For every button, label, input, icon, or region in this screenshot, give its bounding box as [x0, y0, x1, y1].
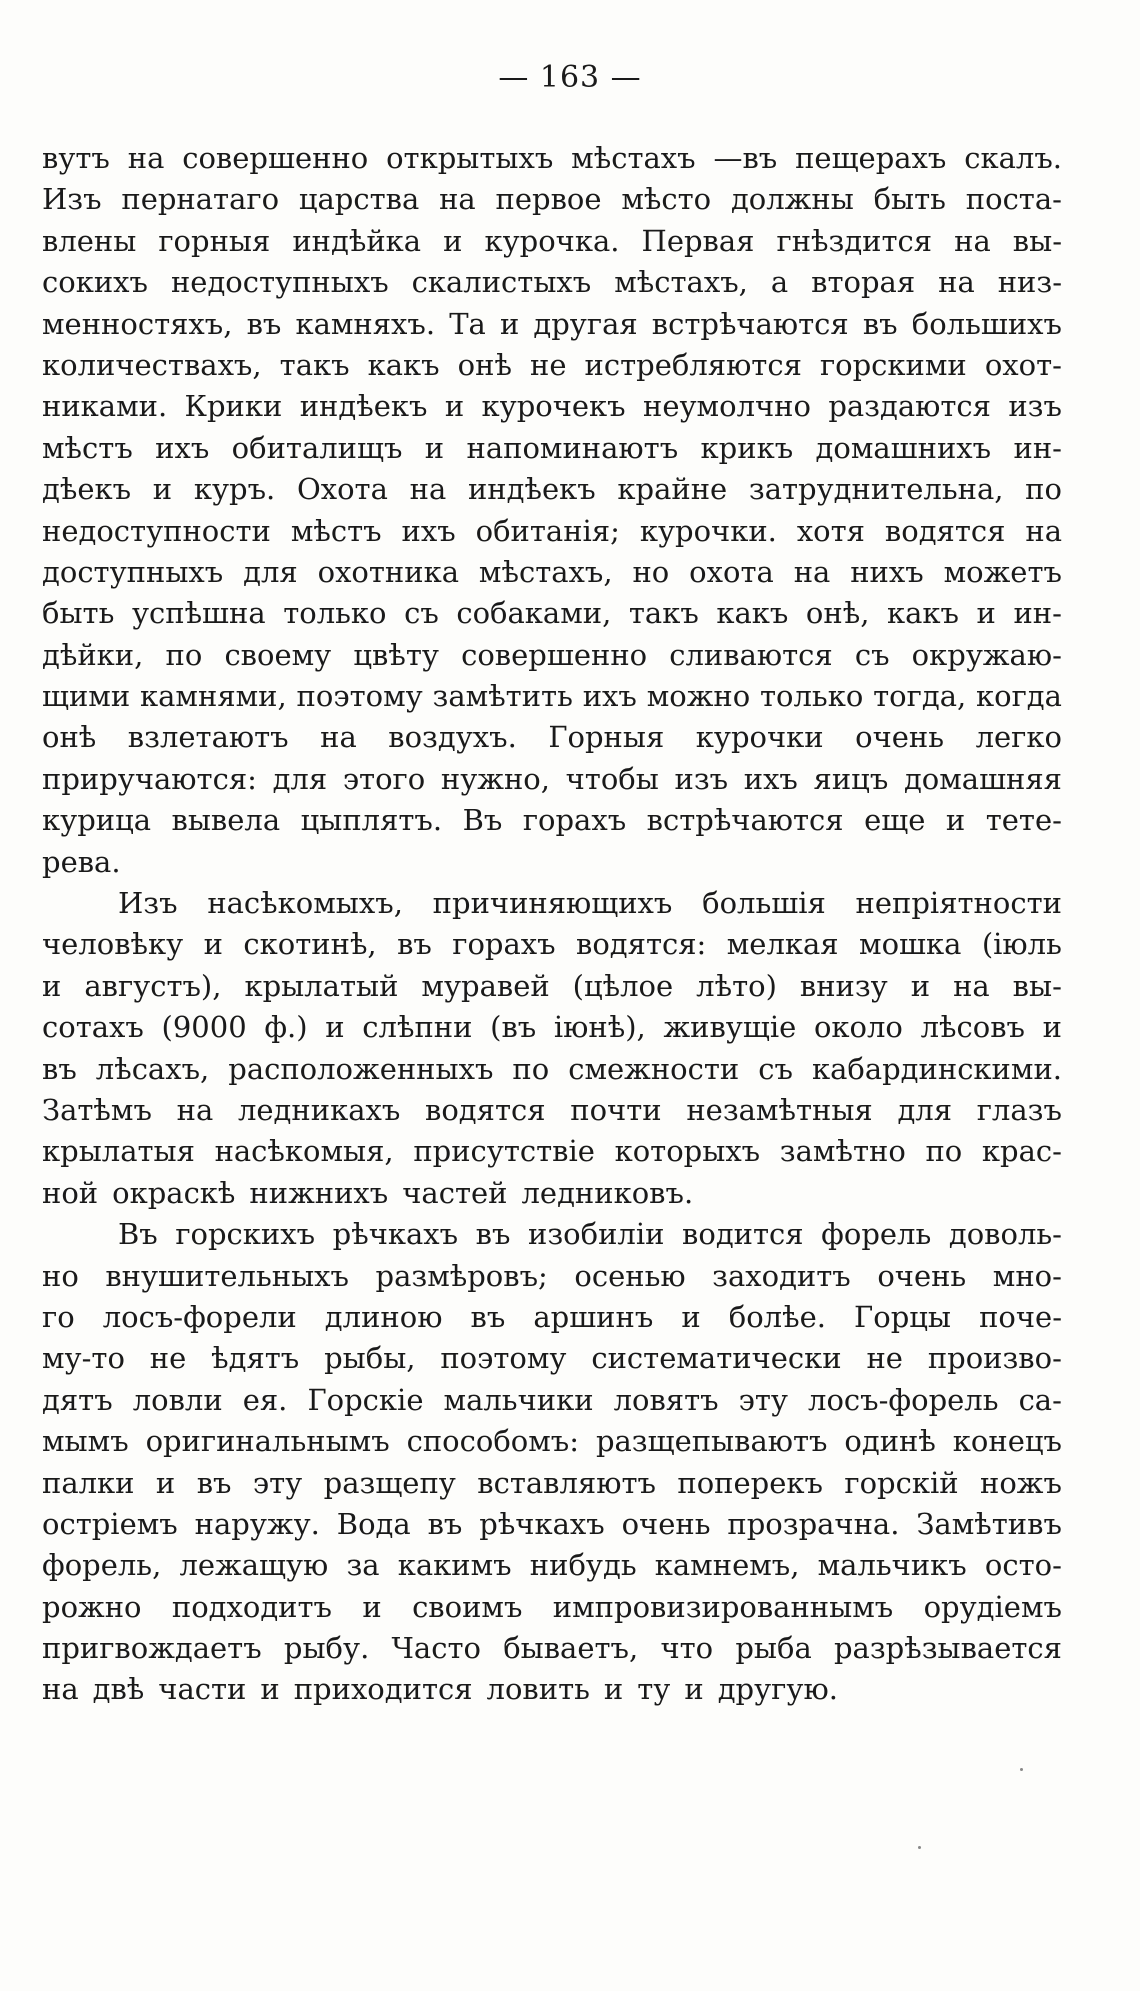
text-line: доступныхъ для охотника мѣстахъ, но охота на нихъ можетъ [42, 554, 1062, 589]
text-line: Затѣмъ на ледникахъ водятся почти незамѣтныя для глазъ [42, 1092, 1062, 1127]
text-line: количествахъ, такъ какъ онѣ не истребляются горскими охот- [42, 347, 1062, 382]
text-line: недоступности мѣстъ ихъ обитанія; курочки. хотя водятся на [42, 513, 1062, 548]
text-line: Изъ пернатаго царства на первое мѣсто должны быть поста- [42, 182, 1062, 217]
text-line: человѣку и скотинѣ, въ горахъ водятся: мелкая мошка (іюль [42, 927, 1062, 962]
text-line: дѣйки, по своему цвѣту совершенно сливаются съ окружаю- [42, 637, 1062, 672]
text-line: вутъ на совершенно открытыхъ мѣстахъ —въ пещерахъ скалъ. [42, 141, 1062, 175]
text-line: го лосъ-форели длиною въ аршинъ и болѣе. Горцы поче- [42, 1299, 1062, 1334]
text-line: рева. [42, 844, 121, 879]
text-line: на двѣ части и приходится ловить и ту и другую. [42, 1672, 838, 1707]
text-line: менностяхъ, въ камняхъ. Та и другая встрѣчаются въ большихъ [42, 306, 1062, 341]
text-line: остріемъ наружу. Вода въ рѣчкахъ очень прозрачна. Замѣтивъ [42, 1506, 1062, 1541]
text-line: быть успѣшна только съ собаками, такъ какъ онѣ, какъ и ин- [42, 596, 1062, 631]
text-line: рожно подходитъ и своимъ импровизированнымъ орудіемъ [42, 1589, 1062, 1624]
text-line: палки и въ эту разщепу вставляютъ поперекъ горскій ножъ [42, 1465, 1062, 1500]
text-line: крылатыя насѣкомыя, присутствіе которыхъ замѣтно по крас- [42, 1134, 1062, 1169]
text-line: онѣ взлетаютъ на воздухъ. Горныя курочки очень легко [42, 720, 1062, 755]
text-line: курица вывела цыплятъ. Въ горахъ встрѣчаются еще и тете- [42, 803, 1062, 838]
text-line: форель, лежащую за какимъ нибудь камнемъ, мальчикъ осто- [42, 1548, 1062, 1583]
text-line: влены горныя индѣйка и курочка. Первая гнѣздится на вы- [42, 223, 1062, 258]
text-line: Изъ насѣкомыхъ, причиняющихъ большія непріятности [118, 886, 1062, 921]
text-line: сотахъ (9000 ф.) и слѣпни (въ іюнѣ), живущіе около лѣсовъ и [42, 1010, 1062, 1045]
text-line: въ лѣсахъ, расположенныхъ по смежности съ кабардинскими. [42, 1051, 1062, 1086]
body-text [42, 138, 1062, 1711]
text-line: дятъ ловли ея. Горскіе мальчики ловятъ эту лосъ-форель са- [42, 1382, 1062, 1417]
text-line: мѣстъ ихъ обиталищъ и напоминаютъ крикъ домашнихъ ин- [42, 430, 1062, 465]
text-line: дѣекъ и куръ. Охота на индѣекъ крайне затруднительна, по [42, 472, 1062, 507]
text-line: щими камнями, поэтому замѣтить ихъ можно только тогда, когда [42, 679, 1062, 714]
print-speck [918, 1846, 921, 1849]
text-line: пригвождаетъ рыбу. Часто бываетъ, что рыба разрѣзывается [42, 1631, 1062, 1666]
page-number: — 163 — [498, 60, 642, 95]
text-line: му-то не ѣдятъ рыбы, поэтому систематически не произво- [42, 1341, 1062, 1376]
paragraph [42, 883, 1062, 1214]
print-speck [1020, 1768, 1023, 1771]
text-line: сокихъ недоступныхъ скалистыхъ мѣстахъ, а вторая на низ- [42, 265, 1062, 300]
text-line: никами. Крики индѣекъ и курочекъ неумолчно раздаются изъ [42, 389, 1062, 424]
text-line: и августъ), крылатый муравей (цѣлое лѣто) внизу и на вы- [42, 968, 1062, 1003]
text-line: ной окраскѣ нижнихъ частей ледниковъ. [42, 1175, 694, 1210]
text-line: мымъ оригинальнымъ способомъ: разщепываютъ одинѣ конецъ [42, 1424, 1062, 1459]
paragraph [42, 138, 1062, 883]
text-line: Въ горскихъ рѣчкахъ въ изобиліи водится форель доволь- [118, 1217, 1062, 1252]
text-line: но внушительныхъ размѣровъ; осенью заходитъ очень мно- [42, 1258, 1062, 1293]
paragraph [42, 1214, 1062, 1711]
text-line: приручаются: для этого нужно, чтобы изъ ихъ яицъ домашняя [42, 761, 1062, 796]
